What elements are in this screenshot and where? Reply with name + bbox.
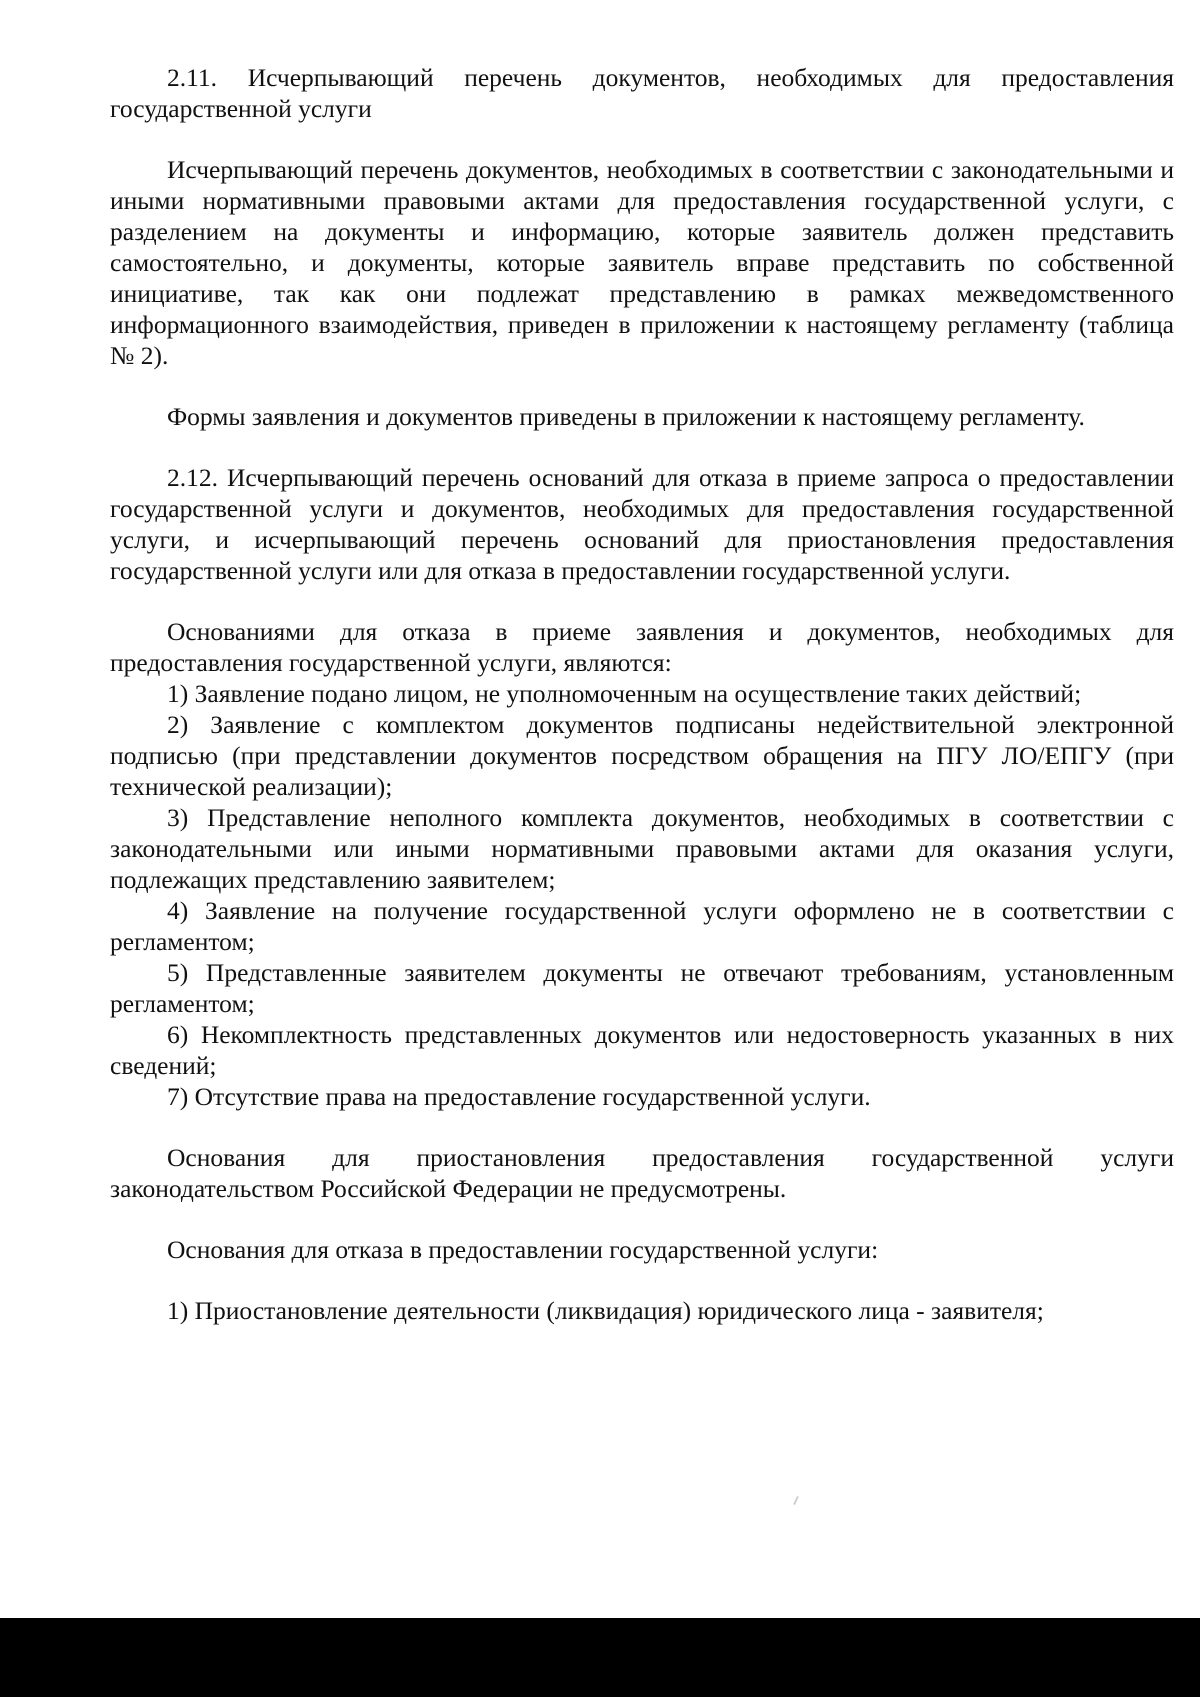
refusal-service-list (110, 1295, 1174, 1326)
refusal-service-intro: Основания для отказа в предоставлении государственной услуги: (167, 1235, 879, 1264)
scan-bottom-edge (0, 1618, 1200, 1697)
refusal-reception-list (110, 678, 1174, 1112)
section-2-11-heading: 2.11. Исчерпывающий перечень документов, необходимых для предоставления государственной услуги (110, 63, 1174, 123)
list-item: 7) Отсутствие права на предоставление государственной услуги. (167, 1082, 871, 1111)
list-item: 1) Приостановление деятельности (ликвидация) юридического лица - заявителя; (167, 1296, 1044, 1325)
list-item: 6) Некомплектность представленных документов или недостоверность указанных в них сведений; (110, 1020, 1174, 1080)
list-item: 2) Заявление с комплектом документов подписаны недействительной электронной подписью (при представлении документов посредством обращения на ПГУ ЛО/ЕПГУ (при технической реализации); (110, 710, 1174, 801)
suspension-paragraph: Основания для приостановления предоставления государственной услуги законодательством Российской Федерации не предусмотрены. (110, 1143, 1174, 1203)
section-2-12-heading: 2.12. Исчерпывающий перечень оснований для отказа в приеме запроса о предоставлении государственной услуги и документов, необходимых для предоставления государственной услуги, и исчерпывающий перечень оснований для приостановления предоставления государственной услуги или для отказа в предоставлении государственной услуги. (110, 463, 1174, 585)
refusal-reception-intro: Основаниями для отказа в приеме заявления и документов, необходимых для предоставления государственной услуги, являются: (110, 617, 1174, 677)
list-item: 5) Представленные заявителем документы не отвечают требованиям, установленным регламентом; (110, 958, 1174, 1018)
list-item: 3) Представление неполного комплекта документов, необходимых в соответствии с законодательными или иными нормативными правовыми актами для оказания услуги, подлежащих представлению заявителем; (110, 803, 1174, 894)
stray-mark (793, 1496, 799, 1505)
list-item: 1) Заявление подано лицом, не уполномоченным на осуществление таких действий; (167, 679, 1082, 708)
list-item: 4) Заявление на получение государственной услуги оформлено не в соответствии с регламентом; (110, 896, 1174, 956)
forms-paragraph: Формы заявления и документов приведены в приложении к настоящему регламенту. (167, 402, 1085, 431)
section-2-11-body: Исчерпывающий перечень документов, необходимых в соответствии с законодательными и иными нормативными правовыми актами для предоставления государственной услуги, с разделением на документы и информацию, которые заявитель должен представить самостоятельно, и документы, которые заявитель вправе представить по собственной инициативе, так как они подлежат представлению в рамках межведомственного информационного взаимодействия, приведен в приложении к настоящему регламенту (таблица № 2). (110, 155, 1174, 370)
document-body (110, 62, 1174, 1326)
